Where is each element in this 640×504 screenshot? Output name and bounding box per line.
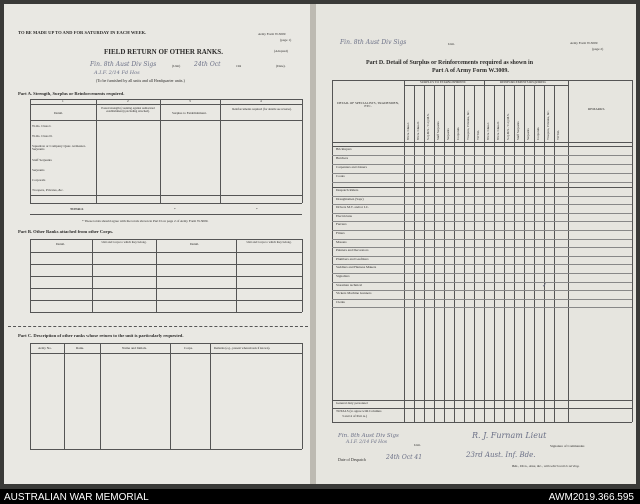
sign-unit-label: Unit. — [414, 443, 421, 447]
page-1 — [4, 4, 310, 484]
sub-handwritten: A.I.F. 2/14 Fd Hos — [94, 70, 140, 76]
surplus-column-header: W.Os. Class I. — [406, 121, 410, 140]
part-b-header: Unit and Corps to which they belong. — [101, 240, 147, 244]
star-mark: * — [256, 207, 258, 211]
trade-row-label: Signallers — [336, 274, 350, 278]
column-rule — [414, 85, 415, 422]
trade-row-label: Saddlers and Harness Makers — [336, 265, 377, 270]
part-a-title: Part A. Strength, Surplus or Reinforcements required. — [18, 91, 125, 96]
unit-label: Unit. — [448, 42, 455, 46]
tick-mark: ✓ — [542, 283, 548, 289]
row-rule — [332, 213, 632, 214]
despatch-label: Date of Despatch — [338, 457, 366, 462]
surplus-column-header: Staff Serjeants — [436, 121, 440, 140]
row-rule — [332, 164, 632, 165]
part-b-header: Unit and Corps to which they belong. — [246, 240, 292, 244]
trade-row-label: Clerks — [336, 299, 345, 304]
general-duty-label: General duty personnel — [336, 401, 368, 405]
part-c-header: Name and Initials. — [122, 346, 147, 350]
top-note: TO BE MADE UP TO AND FOR SATURDAY IN EACH WEEK. — [18, 30, 147, 35]
part-a-col-3: 3 — [189, 99, 191, 103]
column-rule — [424, 85, 425, 422]
row-rule — [332, 196, 632, 197]
reinforcement-column-header: W.Os. Class II. — [496, 120, 500, 140]
totals-label: TOTALS — [70, 207, 84, 211]
trade-row-label: Bricklayers — [336, 147, 352, 151]
part-a-col-4: 4 — [260, 99, 262, 103]
reinforcement-column-header: TOTAL — [556, 129, 560, 140]
star-mark: * — [174, 207, 176, 211]
furnished-note: (To be furnished by all units and all Headquarter units.) — [96, 78, 185, 83]
row-rule — [332, 204, 632, 205]
trade-row-label: Drivers M.T. and/or I.C. — [336, 205, 369, 210]
reinforcement-column-header: Troopers, Privates, &c. — [546, 110, 550, 140]
column-rule — [444, 85, 445, 422]
totals-line-2: 3 and 4 of Part A.) — [342, 414, 368, 418]
trade-row-label: Vickers Machine Gunners — [336, 291, 372, 296]
part-a-row: Staff Serjeants — [32, 158, 52, 162]
totals-line-1: TOTALS (to agree with Columns — [336, 409, 382, 413]
year: 194 — [236, 64, 242, 68]
part-c-header: Remarks (e.g., present whereabouts if known). — [214, 346, 271, 350]
part-d-title-2: Part A of Army Form W.3009. — [432, 68, 509, 74]
column-rule — [474, 85, 475, 422]
trade-row-label: Butchers — [336, 156, 349, 160]
part-a-row: W.Os. Class II. — [32, 134, 53, 138]
part-a-row: Troopers, Privates, &c. — [32, 188, 64, 192]
signature-label: Signature of Commander. — [550, 444, 585, 448]
trade-row-label: Painters and Decorators — [336, 248, 369, 253]
trade-row-label: Plumbers and Gasfitters — [336, 256, 369, 261]
trade-row-label: Carpenters and Joiners — [336, 165, 367, 169]
surplus-column-header: TOTAL — [476, 129, 480, 140]
brigade-label: Bde., Divn., Area, &c., with which unit is serving. — [512, 464, 580, 468]
trade-row-label: Farriers — [336, 222, 347, 227]
footer-institution: AUSTRALIAN WAR MEMORIAL — [4, 492, 149, 503]
detail-header: DETAIL OF SPECIALISTS, TRADESMEN, ETC. — [337, 101, 399, 109]
part-c-title: Part C. Description of other ranks whose return to the unit is particularly requested. — [18, 333, 184, 338]
trade-row-label: Despatch Riders — [336, 188, 359, 192]
part-a-row: Serjeants — [32, 168, 45, 172]
surplus-column-header: S.Q.M.S. / C.Q.M.S. — [426, 113, 430, 140]
part-a-col-2: 2 — [127, 99, 129, 103]
despatch-handwritten: 24th Oct 41 — [386, 454, 423, 461]
surplus-column-header: Troopers, Privates, &c. — [466, 110, 470, 140]
row-rule — [332, 182, 632, 183]
part-a-footnote: * These totals should agree with the totals shown in Part D on page 2 of Army Form W.3009. — [82, 219, 209, 223]
brigade-handwritten: 23rd Aust. Inf. Bde. — [466, 451, 536, 459]
sign-unit-handwritten-2: A.I.F. 2/14 Fd Hos — [346, 440, 388, 445]
reinforcement-column-header: Corporals — [536, 127, 540, 140]
part-c-header: Army No. — [38, 346, 52, 350]
row-rule — [332, 290, 632, 291]
column-rule — [504, 85, 505, 422]
surplus-column-header: W.Os. Class II. — [416, 120, 420, 140]
column-rule — [514, 85, 515, 422]
sign-unit-handwritten: Fin. 8th Aust Div Sigs — [338, 433, 399, 439]
row-rule — [332, 273, 632, 274]
column-rule — [524, 85, 525, 422]
row-rule — [332, 221, 632, 222]
part-a-col-1: 1 — [62, 99, 64, 103]
part-b-title: Part B. Other Ranks attached from other Corps. — [18, 229, 114, 234]
page-note: (page 2) — [592, 47, 604, 51]
part-a-header-reinf: Reinforcements required (for details see reverse). — [232, 107, 292, 111]
trade-row-label: Masons — [336, 239, 347, 244]
column-rule — [494, 85, 495, 422]
part-c-header: Corps. — [184, 346, 193, 350]
page-2 — [316, 4, 636, 484]
part-d-title-1: Part D. Detail of Surplus or Reinforcements required as shown in — [366, 60, 534, 66]
page-note: (page 1) — [280, 38, 292, 42]
part-c-header: Rank. — [76, 346, 85, 350]
column-rule — [534, 85, 535, 422]
row-rule — [332, 155, 632, 156]
footer-accession: AWM2019.366.595 — [548, 492, 634, 503]
part-a-header-posted: Posted strength (counting against authorized establishment) (excluding attached). — [101, 106, 155, 113]
row-rule — [332, 256, 632, 257]
surplus-column-header: Corporals — [456, 127, 460, 140]
remarks-header: REMARKS. — [588, 107, 606, 111]
part-a-row: Corporals — [32, 178, 46, 182]
part-a-header-surplus: Surplus to Establishment. — [172, 111, 207, 115]
reinforcement-column-header: S.Q.M.S. / C.Q.M.S. — [506, 113, 510, 140]
row-rule — [332, 247, 632, 248]
date-handwritten: 24th Oct — [194, 61, 221, 68]
part-a-row: W.Os. Class I. — [32, 124, 52, 128]
reinforcements-header: REINFORCEMENTS REQUIRED. — [500, 80, 547, 84]
row-rule — [332, 239, 632, 240]
part-b-header: Detail. — [190, 242, 200, 246]
row-rule — [332, 264, 632, 265]
army-form-label: Army Form W.3009 — [258, 32, 286, 36]
row-rule — [332, 282, 632, 283]
unit-handwritten: Fin. 8th Aust Div Sigs — [340, 39, 407, 46]
column-rule — [434, 85, 435, 422]
trade-row-label: Fitters — [336, 231, 345, 235]
unit-handwritten: Fin. 8th Aust Div Sigs — [90, 61, 157, 68]
row-rule — [332, 173, 632, 174]
form-title: FIELD RETURN OF OTHER RANKS. — [104, 48, 223, 56]
row-rule — [332, 299, 632, 300]
part-b-header: Detail. — [56, 242, 66, 246]
trade-row-label: Storeman technical — [336, 282, 363, 287]
archive-footer — [0, 489, 640, 504]
part-a-header-detail: Detail. — [54, 111, 64, 115]
army-form-label: Army Form W.3009 — [570, 41, 598, 45]
reinforcement-column-header: W.Os. Class I. — [486, 121, 490, 140]
reinforcement-column-header: Staff Serjeants — [516, 121, 520, 140]
adopted-note: (Adopted) — [274, 49, 288, 53]
trade-row-label: Cooks — [336, 174, 345, 178]
column-rule — [554, 85, 555, 422]
trade-row-label: Electricians — [336, 213, 353, 218]
surplus-column-header: Serjeants — [446, 128, 450, 140]
surplus-header: SURPLUS TO ESTABLISHMENT. — [420, 80, 467, 84]
date-label: (Date). — [276, 64, 286, 68]
trade-row-label: Draughtsmen (Sapr) — [336, 196, 364, 201]
column-rule — [454, 85, 455, 422]
row-rule — [332, 230, 632, 231]
column-rule — [464, 85, 465, 422]
reinforcement-column-header: Serjeants — [526, 128, 530, 140]
row-rule — [332, 307, 632, 308]
signature-handwritten: R. J. Furnam Lieut — [472, 431, 547, 440]
unit-label: (Unit) — [172, 64, 181, 68]
part-a-row: Squadron or Company Quar- termaster-Serjeants — [32, 144, 86, 152]
